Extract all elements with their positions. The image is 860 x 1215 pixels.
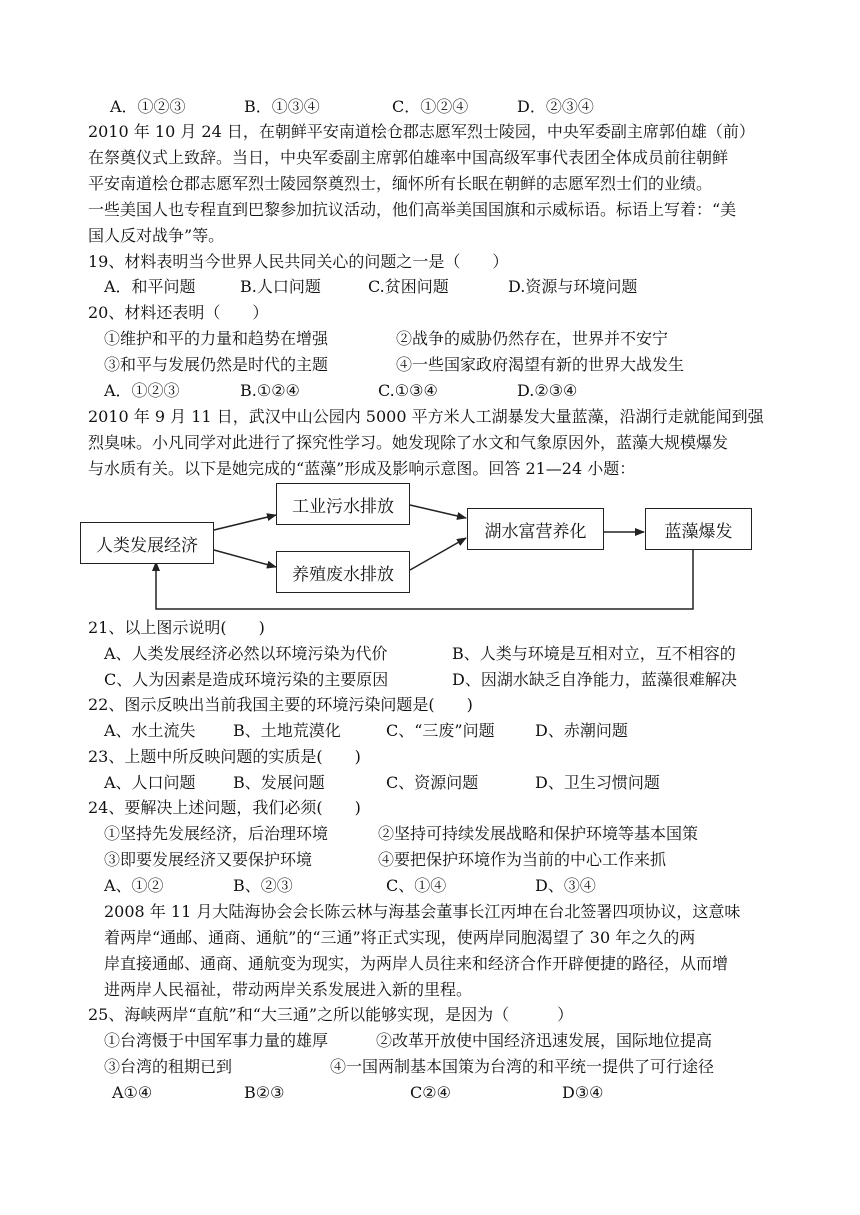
q19-option-d: D.资源与环境问题	[508, 277, 638, 296]
arrow-bloom-feedback	[156, 549, 693, 609]
q22-option-a: A、水土流失	[104, 721, 196, 740]
passage-line: 与水质有关。以下是她完成的“蓝藻”形成及影响示意图。回答 21—24 小题：	[88, 459, 636, 478]
q25-item-1: ①台湾慑于中国军事力量的雄厚	[104, 1031, 329, 1050]
passage-line: 2008 年 11 月大陆海协会会长陈云林与海基会董事长江丙坤在台北签署四项协议，这意味	[104, 902, 741, 921]
passage-line: 着两岸“通邮、通商、通航”的“三通”将正式实现，使两岸同胞渴望了 30 年之久的两	[104, 928, 696, 947]
q25-option-b: B②③	[244, 1083, 285, 1102]
q20-item-4: ④一些国家政府渴望有新的世界大战发生	[396, 355, 685, 374]
q18-option-c: C．①②④	[392, 97, 469, 116]
question-21-stem: 21、以上图示说明( )	[88, 618, 265, 637]
q24-item-4: ④要把保护环境作为当前的中心工作来抓	[378, 850, 667, 869]
q25-option-d: D③④	[562, 1083, 604, 1102]
q22-option-c: C、“三废”问题	[386, 721, 495, 740]
q23-option-c: C、资源问题	[386, 773, 479, 792]
box-algae-bloom: 蓝藻爆发	[645, 508, 752, 550]
q20-option-b: B.①②④	[240, 381, 300, 400]
q24-item-1: ①坚持先发展经济，后治理环境	[104, 824, 329, 843]
q25-item-2: ②改革开放使中国经济迅速发展，国际地位提高	[376, 1031, 713, 1050]
q20-item-2: ②战争的威胁仍然存在，世界并不安宁	[396, 329, 669, 348]
box-industrial-wastewater: 工业污水排放	[276, 483, 410, 525]
question-19-stem: 19、材料表明当今世界人民共同关心的问题之一是（ ）	[88, 252, 509, 271]
q18-option-d: D．②③④	[517, 97, 594, 116]
q18-option-b: B．①③④	[244, 97, 320, 116]
box-human-economy: 人类发展经济	[80, 522, 214, 564]
arrow-industrial-to-eutrophication	[410, 505, 466, 518]
box-lake-eutrophication: 湖水富营养化	[467, 508, 604, 550]
arrow-econ-to-industrial	[214, 515, 276, 530]
q25-item-3: ③台湾的租期已到	[104, 1057, 233, 1076]
q24-option-c: C、①④	[386, 876, 447, 895]
q20-option-d: D.②③④	[517, 381, 578, 400]
q21-option-a: A、人类发展经济必然以环境污染为代价	[104, 644, 388, 663]
passage-line: 国人反对战争”等。	[88, 226, 225, 245]
q25-option-c: C②④	[410, 1083, 451, 1102]
q23-option-b: B、发展问题	[233, 773, 325, 792]
passage-line: 在祭奠仪式上致辞。当日，中央军委副主席郭伯雄率中国高级军事代表团全体成员前往朝鲜	[88, 148, 729, 167]
passage-line: 一些美国人也专程直到巴黎参加抗议活动，他们高举美国国旗和示威标语。标语上写着：“美	[88, 200, 737, 219]
q25-option-a: A①④	[112, 1083, 153, 1102]
passage-line: 岸直接通邮、通商、通航变为现实，为两岸人员往来和经济合作开辟便捷的路径，从而增	[104, 954, 729, 973]
q24-option-d: D、③④	[535, 876, 596, 895]
question-23-stem: 23、上题中所反映问题的实质是( )	[88, 747, 361, 766]
q19-option-c: C.贫困问题	[368, 277, 449, 296]
question-22-stem: 22、图示反映出当前我国主要的环境污染问题是( )	[88, 695, 473, 714]
passage-line: 2010 年 9 月 11 日，武汉中山公园内 5000 平方米人工湖暴发大量蓝藻，沿湖行走就能闻到强	[88, 407, 764, 426]
q24-item-2: ②坚持可持续发展战略和保护环境等基本国策	[378, 824, 699, 843]
q21-option-d: D、因湖水缺乏自净能力，蓝藻很难解决	[452, 670, 737, 689]
q20-option-c: C.①③④	[378, 381, 438, 400]
q23-option-a: A、人口问题	[104, 773, 196, 792]
q21-option-c: C、人为因素是造成环境污染的主要原因	[104, 670, 389, 689]
q20-option-a: A．①②③	[104, 381, 180, 400]
q24-option-b: B、②③	[233, 876, 293, 895]
question-20-stem: 20、材料还表明（ ）	[88, 303, 269, 322]
passage-line: 烈臭味。小凡同学对此进行了探究性学习。她发现除了水文和气象原因外，蓝藻大规模爆发	[88, 433, 729, 452]
q20-item-3: ③和平与发展仍然是时代的主题	[104, 355, 329, 374]
question-24-stem: 24、要解决上述问题，我们必须( )	[88, 798, 361, 817]
q24-option-a: A、①②	[104, 876, 164, 895]
question-25-stem: 25、海峡两岸“直航”和“大三通”之所以能够实现，是因为（ ）	[88, 1005, 574, 1024]
q22-option-b: B、土地荒漠化	[233, 721, 341, 740]
passage-line: 2010 年 10 月 24 日，在朝鲜平安南道桧仓郡志愿军烈士陵园，中央军委副主席郭伯雄（前）	[88, 122, 755, 141]
q25-item-4: ④一国两制基本国策为台湾的和平统一提供了可行途径	[330, 1057, 715, 1076]
passage-line: 进两岸人民福祉，带动两岸关系发展进入新的里程。	[104, 980, 473, 999]
q24-item-3: ③即要发展经济又要保护环境	[104, 850, 313, 869]
arrow-farming-to-eutrophication	[410, 538, 466, 570]
arrow-econ-to-farming	[214, 550, 276, 567]
q21-option-b: B、人类与环境是互相对立，互不相容的	[452, 644, 736, 663]
q19-option-a: A．和平问题	[104, 277, 196, 296]
q23-option-d: D、卫生习惯问题	[535, 773, 660, 792]
q20-item-1: ①维护和平的力量和趋势在增强	[104, 329, 329, 348]
passage-line: 平安南道桧仓郡志愿军烈士陵园祭奠烈士，缅怀所有长眠在朝鲜的志愿军烈士们的业绩。	[88, 174, 713, 193]
q22-option-d: D、赤潮问题	[535, 721, 628, 740]
q18-option-a: A．①②③	[110, 97, 186, 116]
q19-option-b: B.人口问题	[240, 277, 321, 296]
box-farming-wastewater: 养殖废水排放	[276, 551, 410, 593]
